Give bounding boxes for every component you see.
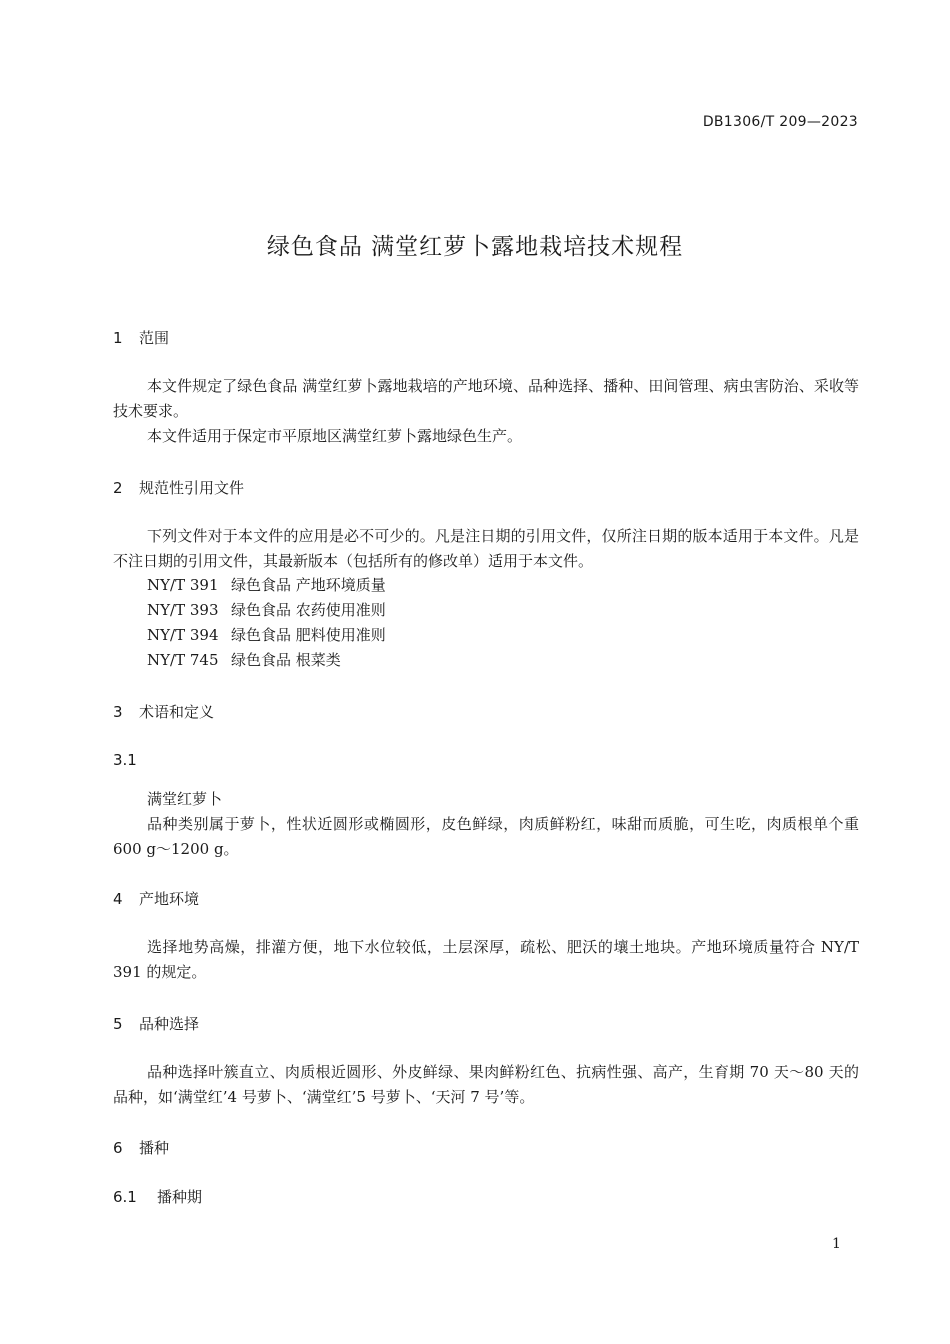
section-title: 播种 bbox=[139, 1139, 170, 1157]
reference-title: 绿色食品 农药使用准则 bbox=[231, 601, 386, 619]
reference-title: 绿色食品 肥料使用准则 bbox=[231, 626, 386, 644]
section-heading-5 bbox=[113, 1013, 199, 1034]
reference-item bbox=[147, 574, 386, 595]
term-definition: 品种类别属于萝卜，性状近圆形或椭圆形，皮色鲜绿，肉质鲜粉红，味甜而质脆，可生吃，肉质根单个重 600 g～1200 g。 bbox=[113, 815, 859, 858]
reference-item bbox=[147, 649, 341, 670]
section-number: 5 bbox=[113, 1015, 123, 1033]
section-heading-4 bbox=[113, 888, 199, 909]
subsection-heading-6-1 bbox=[113, 1186, 202, 1207]
section-heading-2 bbox=[113, 477, 244, 498]
section-number: 2 bbox=[113, 479, 123, 497]
variety-paragraph: 品种选择叶簇直立、肉质根近圆形、外皮鲜绿、果肉鲜粉红色、抗病性强、高产，生育期 70 天～80 天的品种，如‘满堂红’4 号萝卜、‘满堂红’5 号萝卜、‘天河 7 号’等。 bbox=[113, 1063, 859, 1106]
section-heading-3 bbox=[113, 701, 214, 722]
subsection-number-3-1: 3.1 bbox=[113, 751, 137, 769]
references-paragraph: 下列文件对于本文件的应用是必不可少的。凡是注日期的引用文件，仅所注日期的版本适用于本文件。凡是不注日期的引用文件，其最新版本（包括所有的修改单）适用于本文件。 bbox=[113, 527, 859, 570]
section-heading-6 bbox=[113, 1137, 169, 1158]
page-number: 1 bbox=[832, 1236, 841, 1252]
section-number: 1 bbox=[113, 329, 123, 347]
reference-code: NY/T 394 bbox=[147, 626, 219, 644]
section-number: 3 bbox=[113, 703, 123, 721]
section-title: 术语和定义 bbox=[139, 703, 215, 721]
section-title: 规范性引用文件 bbox=[139, 479, 245, 497]
section-title: 品种选择 bbox=[139, 1015, 200, 1033]
scope-paragraph-2: 本文件适用于保定市平原地区满堂红萝卜露地绿色生产。 bbox=[147, 427, 523, 445]
reference-item bbox=[147, 599, 386, 620]
reference-code: NY/T 393 bbox=[147, 601, 219, 619]
section-number: 4 bbox=[113, 890, 123, 908]
scope-paragraph-1: 本文件规定了绿色食品 满堂红萝卜露地栽培的产地环境、品种选择、播种、田间管理、病虫害防治、采收等技术要求。 bbox=[113, 377, 859, 420]
environment-paragraph: 选择地势高燥，排灌方便，地下水位较低，土层深厚，疏松、肥沃的壤土地块。产地环境质量符合 NY/T 391 的规定。 bbox=[113, 938, 859, 981]
document-title: 绿色食品 满堂红萝卜露地栽培技术规程 bbox=[266, 234, 684, 260]
reference-title: 绿色食品 产地环境质量 bbox=[231, 576, 386, 594]
subsection-number: 6.1 bbox=[113, 1188, 137, 1206]
section-number: 6 bbox=[113, 1139, 123, 1157]
reference-title: 绿色食品 根菜类 bbox=[231, 651, 341, 669]
section-title: 范围 bbox=[139, 329, 170, 347]
reference-code: NY/T 745 bbox=[147, 651, 219, 669]
term-name: 满堂红萝卜 bbox=[147, 790, 223, 808]
section-title: 产地环境 bbox=[139, 890, 200, 908]
section-heading-1 bbox=[113, 327, 169, 348]
subsection-title: 播种期 bbox=[157, 1188, 203, 1206]
document-code: DB1306/T 209—2023 bbox=[702, 114, 858, 130]
reference-code: NY/T 391 bbox=[147, 576, 219, 594]
reference-item bbox=[147, 624, 386, 645]
